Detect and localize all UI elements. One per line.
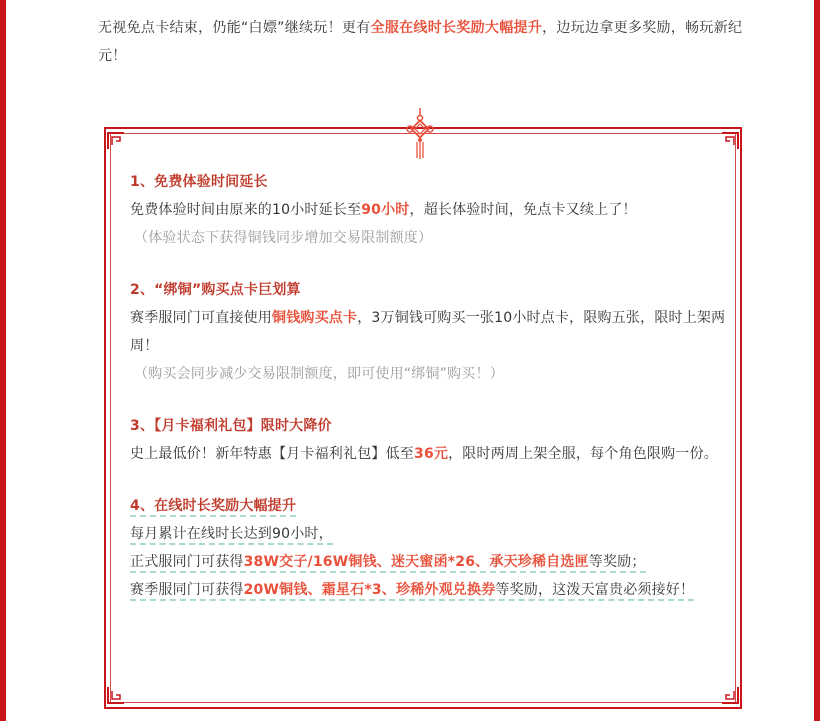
body-text: ，3万铜钱可购买一张10小时点卡，限购五张，限时上架两周！ xyxy=(130,310,726,354)
feature-list xyxy=(130,168,730,628)
intro-text-a: 无视免点卡结束，仍能“白嫖”继续玩！更有 xyxy=(98,20,371,36)
body-highlight: 90小时 xyxy=(361,202,410,218)
section-title-text: 4、在线时长奖励大幅提升 xyxy=(130,498,296,517)
body-text: ，限时两周上架全服，每个角色限购一份。 xyxy=(448,446,718,462)
body-text: 赛季服同门可直接使用 xyxy=(130,310,272,326)
body-text: ，超长体验时间，免点卡又续上了！ xyxy=(409,202,637,218)
body-text: 赛季服同门可获得 xyxy=(130,582,244,598)
section-title: 1、免费体验时间延长 xyxy=(130,174,268,190)
body-text: 等奖励，这泼天富贵必须接好！ xyxy=(495,582,695,598)
section-1 xyxy=(130,168,730,252)
section-body xyxy=(130,196,730,224)
corner-ornament-icon xyxy=(718,129,740,151)
intro-paragraph xyxy=(98,14,748,70)
corner-ornament-icon xyxy=(106,685,128,707)
body-text: 正式服同门可获得 xyxy=(130,554,244,570)
section-body-line xyxy=(130,576,730,604)
body-highlight: 铜钱购买点卡 xyxy=(272,310,358,326)
section-note: （体验状态下获得铜钱同步增加交易限制额度） xyxy=(134,230,433,246)
section-title xyxy=(130,492,730,520)
section-title: 2、“绑铜”购买点卡巨划算 xyxy=(130,282,301,298)
section-title: 3、【月卡福利礼包】限时大降价 xyxy=(130,418,332,434)
section-body xyxy=(130,304,730,360)
intro-text-b: ，边玩边拿更多奖励，畅玩新纪元！ xyxy=(98,20,743,64)
section-4 xyxy=(130,492,730,604)
corner-ornament-icon xyxy=(106,129,128,151)
section-note: （购买会同步减少交易限制额度，即可使用“绑铜”购买！） xyxy=(134,366,504,382)
body-highlight: 36元 xyxy=(414,446,449,462)
intro-highlight: 全服在线时长奖励大幅提升 xyxy=(370,20,543,36)
body-text: 免费体验时间由原来的10小时延长至 xyxy=(130,202,362,218)
corner-ornament-icon xyxy=(718,685,740,707)
chinese-knot-icon xyxy=(406,108,434,160)
body-highlight: 38W交子/16W铜钱、迷天蜜函*26、承天珍稀自选匣 xyxy=(243,554,589,570)
section-body-line xyxy=(130,548,730,576)
body-text: 史上最低价！新年特惠【月卡福利礼包】低至 xyxy=(130,446,414,462)
section-2 xyxy=(130,276,730,388)
body-text: 每月累计在线时长达到90小时， xyxy=(130,526,333,545)
body-text: 等奖励； xyxy=(588,554,646,570)
section-body-line xyxy=(130,520,730,548)
section-3 xyxy=(130,412,730,468)
section-body xyxy=(130,440,730,468)
body-highlight: 20W铜钱、霜星石*3、珍稀外观兑换券 xyxy=(243,582,496,598)
